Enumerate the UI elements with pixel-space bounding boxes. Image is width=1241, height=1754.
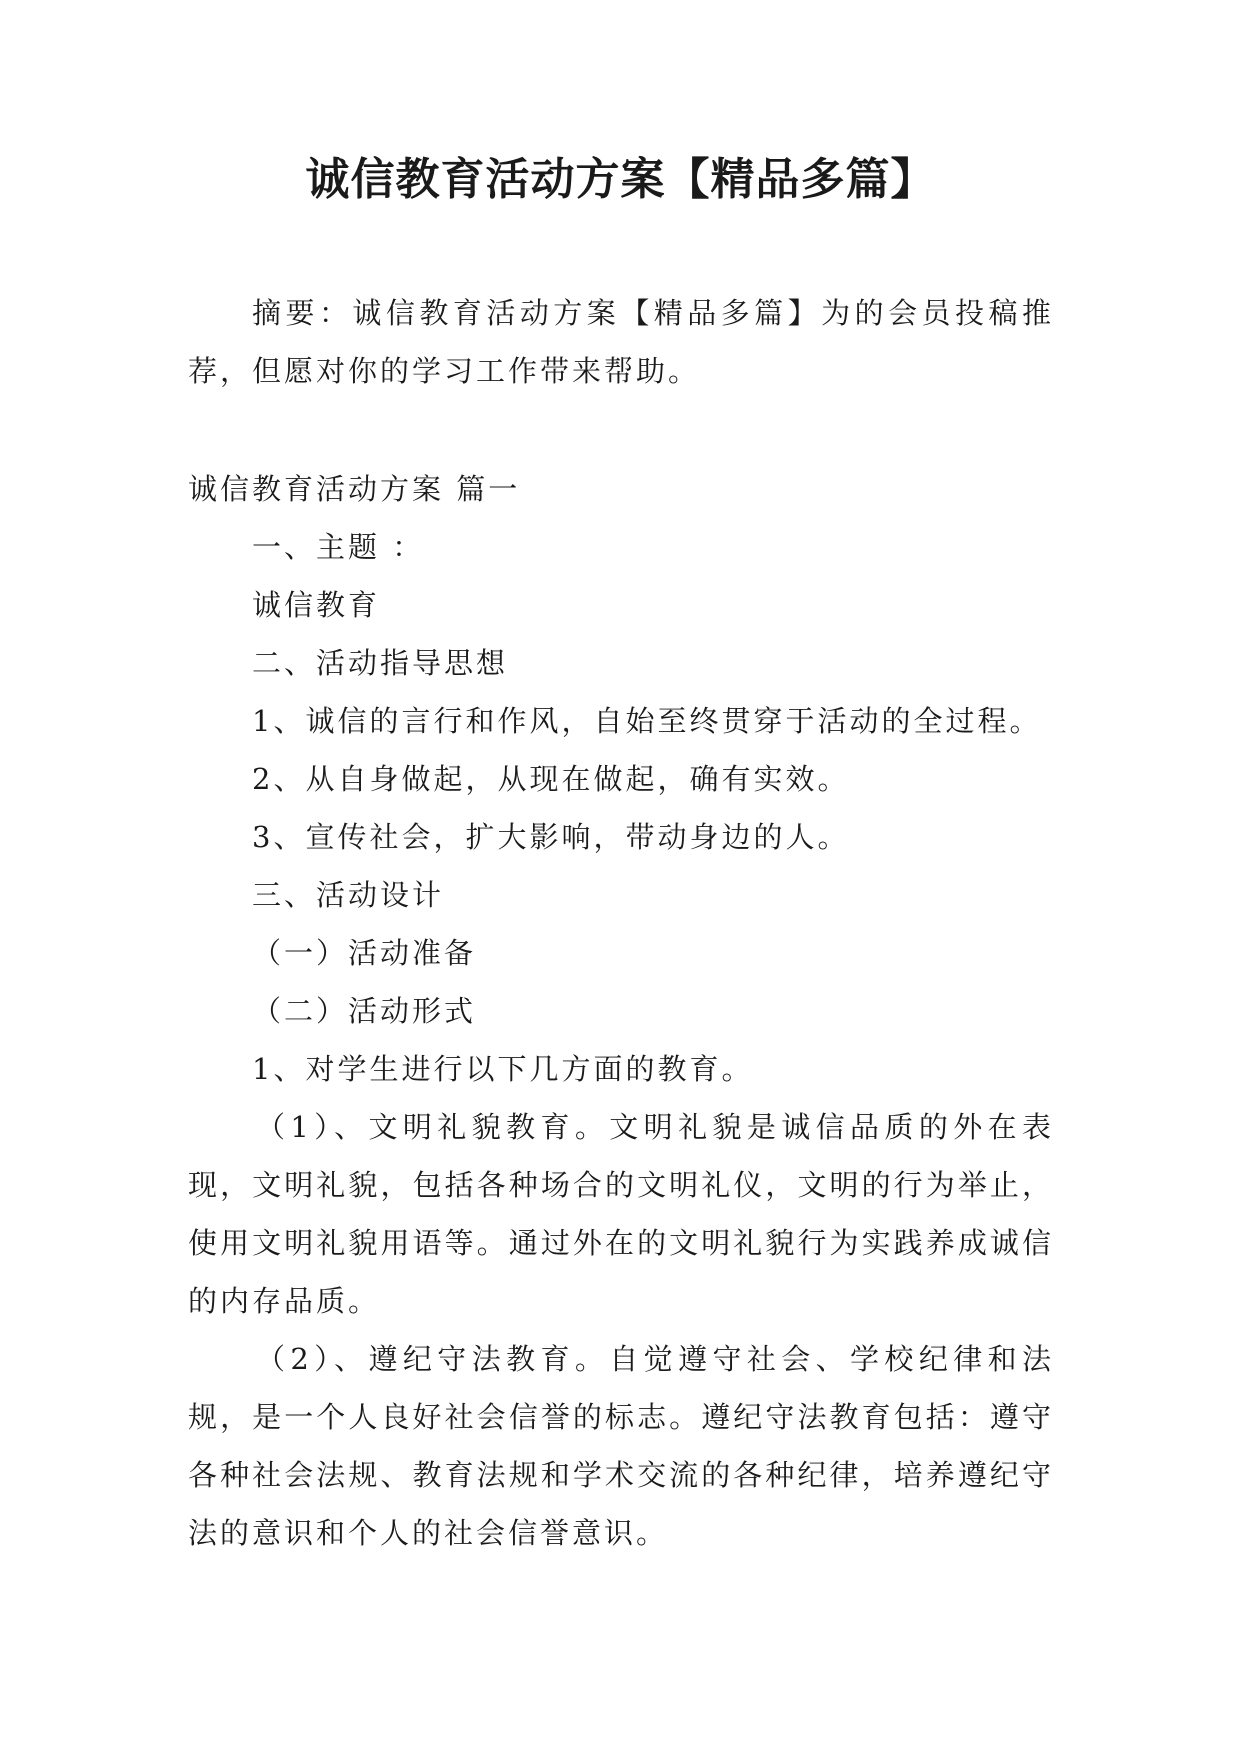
abstract-block [188,284,1054,400]
section-heading: 诚信教育活动方案 篇一 [188,472,521,506]
abstract-paragraph: 摘要：诚信教育活动方案【精品多篇】为的会员投稿推荐，但愿对你的学习工作带来帮助。 [188,296,1054,388]
line-education-intro: 1、对学生进行以下几方面的教育。 [252,1052,754,1086]
line-form: （二）活动形式 [252,994,477,1028]
line-guiding-heading: 二、活动指导思想 [252,646,509,680]
line-guiding-3: 3、宣传社会，扩大影响，带动身边的人。 [252,820,850,854]
line-design-heading: 三、活动设计 [252,878,445,912]
paragraph-law: （2）、遵纪守法教育。自觉遵守社会、学校纪律和法规，是一个人良好社会信誉的标志。遵纪守法教育包括：遵守各种社会法规、教育法规和学术交流的各种纪律，培养遵纪守法的意识和个人的社会信誉意识。 [188,1342,1054,1550]
line-guiding-2: 2、从自身做起，从现在做起，确有实效。 [252,762,850,796]
section-body [188,460,1054,1562]
line-theme: 诚信教育 [252,588,381,622]
paragraph-courtesy: （1）、文明礼貌教育。文明礼貌是诚信品质的外在表现，文明礼貌，包括各种场合的文明礼仪，文明的行为举止，使用文明礼貌用语等。通过外在的文明礼貌行为实践养成诚信的内存品质。 [188,1110,1054,1318]
document-title: 诚信教育活动方案【精品多篇】 [305,154,936,205]
line-guiding-1: 1、诚信的言行和作风，自始至终贯穿于活动的全过程。 [252,704,1042,738]
line-preparation: （一）活动准备 [252,936,477,970]
line-theme-heading: 一、主题 ： [252,530,425,564]
